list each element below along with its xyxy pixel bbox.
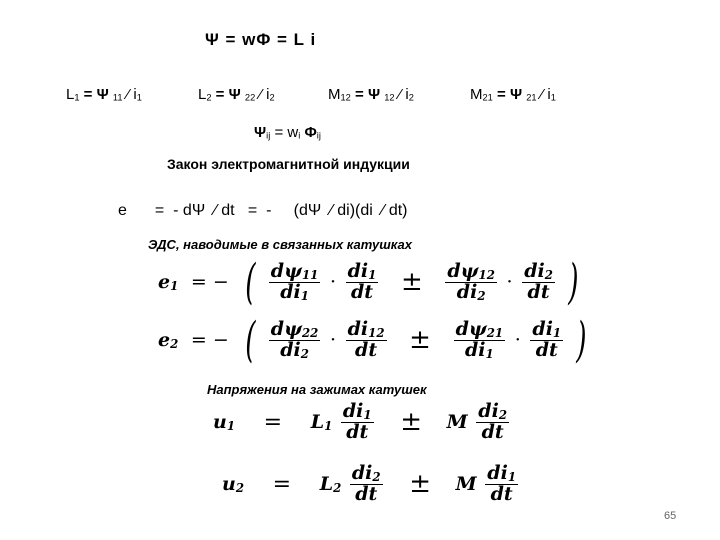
fraction: $\frac{di_2}{dt}$ bbox=[524, 259, 553, 303]
fraction: $\frac{di_1}{dt}$ bbox=[347, 259, 377, 303]
l1-definition: $L_1 = \Psi$ $_{11}$ ⁄ $i_1$ bbox=[66, 86, 142, 103]
page-number: 65 bbox=[664, 510, 677, 522]
m12-definition: $M_{12} = \Psi$ $_{12}$ ⁄ $i_2$ bbox=[328, 86, 414, 103]
fraction: $\frac{di_1}{dt}$ bbox=[532, 317, 562, 361]
left-paren: ( bbox=[245, 254, 256, 310]
voltage-equation-2: $u_2 = L_2$ $\frac{di_2}{dt}$ ± M $\frac{di_1}{dt}$ bbox=[222, 462, 516, 505]
left-paren: ( bbox=[245, 312, 256, 368]
fraction: $\frac{d\psi_{21}}{di_1}$ bbox=[455, 317, 504, 361]
heading-terminal-voltage: Напряжения на зажимах катушек bbox=[207, 382, 427, 397]
psi-ij-formula: $\Psi_{ij} = w_i$ $\Phi_{ij}$ bbox=[254, 124, 321, 141]
m21-definition: $M_{21} = \Psi$ $_{21}$ ⁄ $i_1$ bbox=[470, 86, 556, 103]
fraction: $\frac{di_{12}}{dt}$ bbox=[347, 317, 385, 361]
fraction: $\frac{d\psi_{22}}{di_2}$ bbox=[270, 317, 319, 361]
fraction: $\frac{di_1}{dt}$ bbox=[487, 462, 516, 505]
fraction: $\frac{d\psi_{12}}{di_2}$ bbox=[447, 259, 495, 303]
emf-equation-2: $e_2$ = − ( $\frac{d\psi_{22}}{di_2}$ · $\frac{di_{12}}{dt}$ ± $\frac{d\psi_{21}}{di_1}$ · $\frac{di_1}{dt}$ ) bbox=[158, 312, 587, 368]
fraction: $\frac{d\psi_{11}}{di_1}$ bbox=[270, 259, 319, 303]
fraction: $\frac{di_2}{dt}$ bbox=[351, 462, 381, 505]
fraction: $\frac{di_2}{dt}$ bbox=[478, 400, 507, 443]
emf-equation-1: $e_1$ = − ( $\frac{d\psi_{11}}{di_1}$ · $\frac{di_1}{dt}$ ± $\frac{d\psi_{12}}{di_2}$ · $\frac{di_2}{dt}$ ) bbox=[158, 254, 579, 310]
emf-law-formula: e = - dΨ ⁄ dt = - (dΨ ⁄ di)(di ⁄ dt) bbox=[118, 202, 408, 219]
l2-definition: $L_2 = \Psi$ $_{22}$ ⁄ $i_2$ bbox=[198, 86, 275, 103]
fraction: $\frac{di_1}{dt}$ bbox=[342, 400, 372, 443]
heading-emi-law: Закон электромагнитной индукции bbox=[167, 156, 410, 172]
voltage-equation-1: $u_1 = L_1$ $\frac{di_1}{dt}$ ± M $\frac{di_2}{dt}$ bbox=[213, 400, 507, 443]
heading-emf-coupled: ЭДС, наводимые в связанных катушках bbox=[148, 237, 413, 252]
flux-linkage-formula: Ψ = wΦ = L i bbox=[205, 30, 317, 49]
right-paren: ) bbox=[567, 254, 579, 310]
right-paren: ) bbox=[575, 312, 587, 368]
